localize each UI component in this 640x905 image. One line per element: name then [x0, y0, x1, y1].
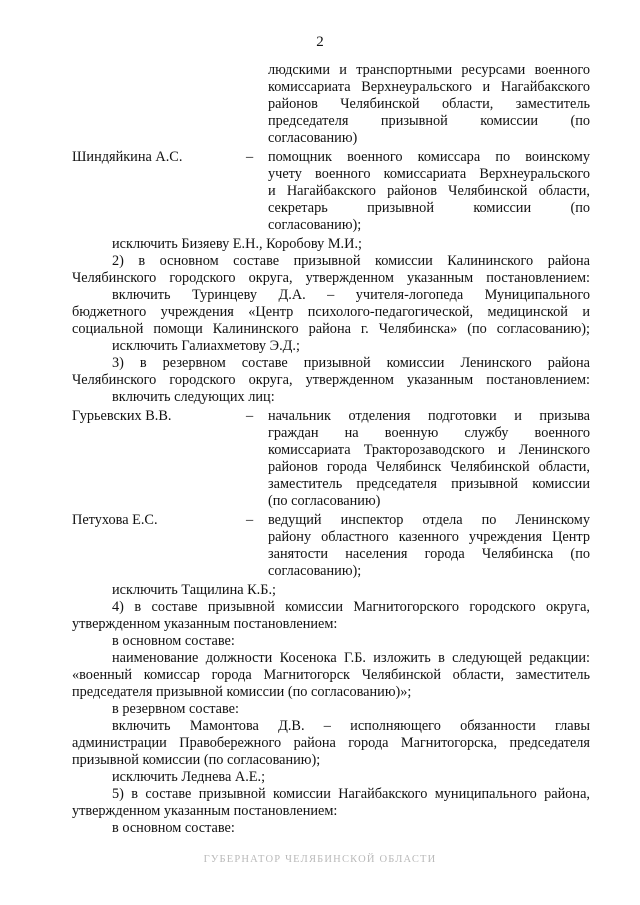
text-line: Челябинского городского округа, утвержденном указанным постановлением:	[72, 270, 590, 286]
text-line: занятости населения города Челябинска (по	[268, 546, 590, 562]
dash: –	[246, 149, 254, 165]
page-number: 2	[316, 34, 324, 50]
text-line: администрации Правобережного района города Магнитогорска, председателя	[72, 735, 590, 751]
text-line: председателя призывной комиссии (по	[268, 113, 590, 129]
member-name: Петухова Е.С.	[72, 512, 158, 528]
text-line: председателя призывной комиссии (по согласованию)»;	[72, 684, 412, 700]
text-line: Челябинского городского округа, утвержденном указанным постановлением:	[72, 372, 590, 388]
text-line: согласованию);	[268, 563, 362, 579]
text-line: 2) в основном составе призывной комиссии Калининского района	[112, 253, 590, 269]
dash: –	[246, 512, 254, 528]
text-line: утвержденном указанным постановлением:	[72, 616, 338, 632]
text-line: утвержденном указанным постановлением:	[72, 803, 338, 819]
text-line: заместитель председателя призывной комиссии	[268, 476, 590, 492]
text-line: граждан на военную службу военного	[268, 425, 590, 441]
text-line: исключить Леднева А.Е.;	[112, 769, 266, 785]
footer-watermark: ГУБЕРНАТОР ЧЕЛЯБИНСКОЙ ОБЛАСТИ	[203, 854, 437, 865]
text-line: начальник отделения подготовки и призыва	[268, 408, 590, 424]
text-line: включить Мамонтова Д.В. – исполняющего обязанности главы	[112, 718, 590, 734]
text-line: исключить Тащилина К.Б.;	[112, 582, 277, 598]
text-line: району областного казенного учреждения Центр	[268, 529, 590, 545]
text-line: «военный комиссар города Магнитогорск Челябинской области, заместитель	[72, 667, 590, 683]
text-line: в основном составе:	[112, 633, 235, 649]
text-line: исключить Галиахметову Э.Д.;	[112, 338, 300, 354]
text-line: согласованию)	[268, 130, 358, 146]
text-line: районов города Челябинск Челябинской области,	[268, 459, 590, 475]
member-name: Гурьевских В.В.	[72, 408, 172, 424]
dash: –	[246, 408, 254, 424]
text-line: учету военного комиссариата Верхнеуральского	[268, 166, 590, 182]
text-line: районов Челябинской области, заместитель	[268, 96, 590, 112]
member-name: Шиндяйкина А.С.	[72, 149, 183, 165]
text-line: в резервном составе:	[112, 701, 239, 717]
text-line: в основном составе:	[112, 820, 235, 836]
text-line: 4) в составе призывной комиссии Магнитогорского городского округа,	[112, 599, 590, 615]
text-line: людскими и транспортными ресурсами военного	[268, 62, 590, 78]
text-line: 3) в резервном составе призывной комиссии Ленинского района	[112, 355, 590, 371]
text-line: бюджетного учреждения «Центр психолого-педагогической, медицинской и	[72, 304, 590, 320]
text-line: помощник военного комиссара по воинскому	[268, 149, 590, 165]
text-line: включить Туринцеву Д.А. – учителя-логопеда Муниципального	[112, 287, 590, 303]
text-line: социальной помощи Калининского района г. Челябинска» (по согласованию);	[72, 321, 590, 337]
text-line: ведущий инспектор отдела по Ленинскому	[268, 512, 590, 528]
text-line: исключить Бизяеву Е.Н., Коробову М.И.;	[112, 236, 362, 252]
text-line: согласованию);	[268, 217, 362, 233]
text-line: секретарь призывной комиссии (по	[268, 200, 590, 216]
text-line: наименование должности Косенока Г.Б. изложить в следующей редакции:	[112, 650, 590, 666]
text-line: призывной комиссии (по согласованию);	[72, 752, 321, 768]
text-line: комиссариата Тракторозаводского и Ленинского	[268, 442, 590, 458]
text-line: включить следующих лиц:	[112, 389, 275, 405]
text-line: и Нагайбакского районов Челябинской области,	[268, 183, 590, 199]
text-line: 5) в составе призывной комиссии Нагайбакского муниципального района,	[112, 786, 590, 802]
text-line: (по согласованию)	[268, 493, 381, 509]
text-line: комиссариата Верхнеуральского и Нагайбакского	[268, 79, 590, 95]
